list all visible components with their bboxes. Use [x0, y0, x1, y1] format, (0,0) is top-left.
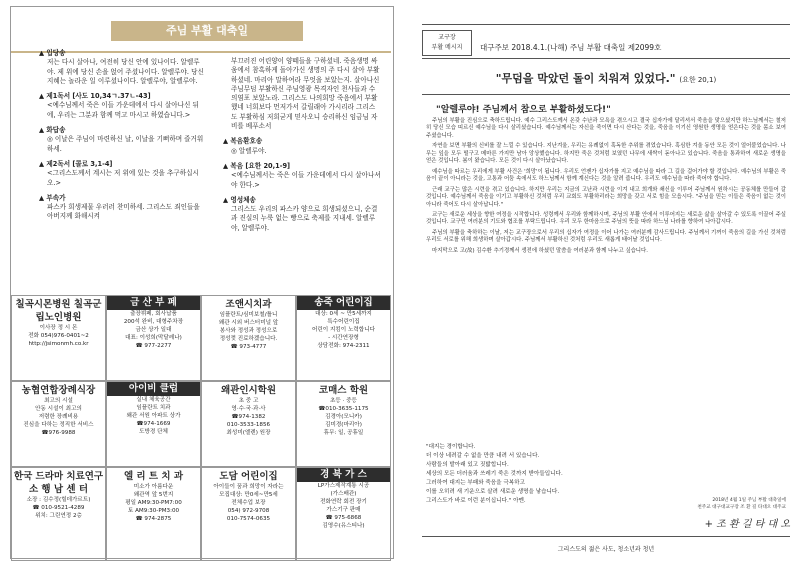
signature-line: 천주교 대구대교구장 조 환 길 타대오 대주교 [697, 504, 786, 510]
ad-line: 010-3533-1856 [226, 422, 271, 428]
ad-line: 소장 : 김수정(힐데가르트) [26, 497, 91, 503]
ad-line: 전화연락 회전 장기 [320, 499, 367, 505]
ad-line: ☎974-1382 [231, 414, 266, 420]
box-line-1: 교구장 [438, 34, 456, 41]
advertisement [296, 381, 391, 467]
ad-title: 송죽 어린이집 [297, 296, 390, 310]
liturgy-section [39, 194, 205, 222]
ad-line: 저렴한 장례비용 [38, 414, 79, 420]
liturgy-section [39, 126, 205, 154]
section-heading: ▲ 복음 [요한 20,1-9] [223, 161, 291, 170]
quote-line: 그러하여 대지는 부패와 죽음을 극복하고 [426, 480, 525, 486]
liturgy-section [223, 137, 381, 156]
body-paragraph: 주님의 부활을 축하하는 이날, 저는 교구장으로서 우리의 십자가 여정을 이어 나가는 여러분께 감사드립니다. 주님께서 기꺼이 죽음의 길을 가신 것처럼 우리도 서로를 위해 희생하며 살아갑시다. 주님께서 부활하신 것처럼 우리도 새롭게 태어날 것입니다. [426, 229, 786, 244]
ad-line: 미소가 아름다운 [133, 484, 174, 490]
section-text: <예수님께서는 죽은 이들 가운데에서 다시 살아나셔야 한다.> [231, 171, 381, 189]
ad-line: 대상: 0세 ~ 만5세까지 [315, 311, 372, 317]
body-paragraph: 주님의 부활을 진심으로 축하드립니다. 예수 그리스도께서 온갖 수난과 모욕을 겪으시고 결국 십자가에 달리셔서 죽음을 맞으셨지만 하느님께서는 철저히 당신 모습 띠르신 예수님을 다시 살리셨습니다. 예수님께서는 자신을 죽이면 다시 산다는 것을, 죽음을 이기신 영원한 생명을 얻은다는 것을 몸소 보여 주셨습니다. [426, 118, 786, 139]
quote-line: "대지는 경이합니다. [426, 444, 476, 450]
body-paragraph: 예수님을 따르는 우리에게 부활 사건은 '희망'이 됩니다. 우리도 언젠가 십자가를 지고 예수님을 따라 그 길을 걸어가야 할 것입니다. 예수님의 부활은 죽음이 끝이 아니라는 것을, 고통과 어둠 속에서도 하느님께서 함께 계신다는 것을 알려 줍니다. 우리도 예수님을 따라 죽어야 합니다. [426, 168, 786, 183]
message-label-box [422, 30, 472, 56]
quote-line: 그리스도가 바로 이런 분이십니다." 아멘. [426, 498, 526, 504]
advertisement [106, 467, 201, 561]
advertisement [201, 467, 296, 561]
signature-caption [674, 498, 786, 511]
section-heading: ▲ 영성체송 [223, 195, 256, 204]
ad-title: 코매스 학원 [318, 385, 369, 396]
ad-title: 엘 리 트 치 과 [123, 471, 184, 482]
advertisement [11, 381, 106, 467]
ad-line: 김미경(마리아) [325, 422, 362, 428]
advertisement-grid [11, 295, 391, 561]
message-body [426, 118, 786, 258]
ad-line: 임플란트 치과 [136, 405, 171, 411]
section-heading: ▲ 제2독서 [콜로 3,1-4] [39, 159, 113, 168]
ad-line: 안동 시설이 최고의 [35, 406, 82, 412]
footer-rule [422, 536, 790, 537]
liturgy-column-2 [223, 57, 381, 239]
ad-title: 경 북 가 스 [297, 468, 390, 482]
title-rule [422, 94, 790, 95]
message-title [422, 70, 790, 86]
ad-line: 봉사와 정성과 정성으로 [219, 328, 278, 334]
ad-line: 임플란트/심미보철/틀니 [219, 312, 278, 318]
ad-line: 왜관역 앞 5번지 [133, 492, 174, 498]
quote-line: 세상의 모든 더러움과 쓰레기 죽은 것까지 받아들입니다. [426, 471, 563, 477]
section-text: <그리스도께서 계시는 저 위에 있는 것을 추구하십시오.> [47, 169, 199, 187]
advertisement [11, 295, 106, 381]
bulletin-front-page [422, 6, 790, 559]
ad-line: 상담전화: 974-2311 [317, 343, 370, 349]
section-heading: ▲ 복음환호송 [223, 137, 263, 146]
ad-line: 금산 상가 일대 [135, 327, 172, 333]
body-paragraph: 교구는 새로운 세상을 향한 여정을 시작합니다. 성령께서 우리와 함께하시며, 주님의 부활 안에서 이루어지는 새로운 삶을 살아갈 수 있도록 이끌어 주실 것입니다. 교구민 여러분의 기도와 협조를 부탁드립니다. 우리 모두 한마음으로 주님의 뜻을 따라 하느님 나라를 향하여 나아갑시다. [426, 211, 786, 226]
ad-line: 영·수·국·과·사 [231, 406, 266, 412]
section-text: ◎ 알렐루야. [231, 146, 267, 155]
ad-line: 김영수(유스티나) [322, 523, 365, 529]
title-text: "무덤을 막았던 돌이 치워져 있었다." [495, 72, 676, 85]
liturgy-column-1 [39, 49, 205, 228]
body-paragraph: 자연을 보면 부활의 신비를 잘 느낄 수 있습니다. 지난겨울, 우리는 유례없이 혹독한 추위를 겪었습니다. 혹심한 겨울 동안 모든 것이 얼어붙었습니다. 나무는 잎을 모두 떨구고 메마른 가지만 남아 앙상했습니다. 하지만 죽은 것처럼 보였던 나무에 새싹이 돋아나고 있습니다. 죽음을 통과하여 새로운 생명을 얻은 것입니다. 봄이 왔습니다. 모든 것이 다시 살아났습니다. [426, 143, 786, 165]
bishop-signature: + 조 환 길 타 대 오 [704, 519, 790, 530]
header-rule [422, 58, 790, 59]
advertisement [201, 295, 296, 381]
liturgy-section [223, 57, 381, 131]
ad-title: 조앤시치과 [225, 299, 272, 310]
section-heading: ▲ 입당송 [39, 49, 66, 57]
liturgy-section [223, 196, 381, 233]
footer-slogan: 그리스도의 젊은 사도, 청소년과 청년 [557, 546, 655, 553]
section-heading: ▲ 제1독서 [사도 10,34ㄱ.37ㄴ-43] [39, 92, 151, 101]
ad-line: 토 AM9:30-PM3:00 [127, 508, 180, 514]
quote-line: 이를 오히려 새 기운으로 살려 새로운 생명을 낳습니다. [426, 489, 560, 495]
top-rule [422, 24, 790, 25]
ad-line: http://jsimonmh.co.kr [28, 341, 89, 347]
message-subtitle: "알렐루야! 주님께서 참으로 부활하셨도다!" [436, 105, 611, 115]
section-text: 저는 다시 살아나, 여전히 당신 안에 있나이다. 알렐루야. 제 위에 당신 손을 얹어 주셨나이다. 알렐루야. 당신 지혜는 놀라운 일 이루셨나이다. 알렐루야, 알렐루야. [47, 58, 204, 85]
ad-line: 도방경 단체 [139, 429, 168, 435]
title-reference: (요한 20,1) [679, 76, 717, 84]
ad-title: 왜관인시학원 [220, 385, 277, 396]
advertisement [106, 295, 201, 381]
bulletin-back-page [10, 6, 394, 559]
advertisement [296, 295, 391, 381]
ad-line: 진심을 다하는 정직한 서비스 [23, 422, 94, 428]
liturgy-section [39, 49, 205, 86]
feast-banner: 주님 부활 대축일 [111, 21, 303, 41]
ad-line: 정성껏 진료하겠습니다. [219, 336, 278, 342]
ad-line: 054) 972-9708 [227, 508, 270, 514]
ad-line: 최고의 시설 [44, 398, 73, 404]
ad-line: ☎ 977-2277 [135, 343, 172, 349]
advertisement [11, 467, 106, 561]
ad-line: 모집대상: 만0세~만5세 [219, 492, 278, 498]
ad-line: 아이들이 꿈과 희망이 자라는 [213, 484, 284, 490]
quote-line: 사람들의 발아래 있고 짓밟힙니다. [426, 462, 509, 468]
ad-line: 200석 완비, 대형주차장 [123, 319, 184, 325]
ad-line: 가스기구 판매 [326, 507, 361, 513]
ad-line: ☎976-9988 [41, 430, 76, 436]
ad-title: 농협연합장례식장 [21, 385, 96, 396]
body-paragraph: 근래 교구는 많은 시련을 겪고 있습니다. 하지만 우리는 지금의 고난과 시련을 이겨 내고 희개와 쇄신을 이루어 주님께서 원하시는 공동체를 만들어 갈 것입니다. 예수님께서 죽음을 이기고 부활하신 것처럼 우리 교회도 부활하리라는 희망을 갖고 서로 힘을 모읍시다. "주님을 믿는 이들은 죽음이 없는 것이 아니라 죽어도 다시 살아납니다." [426, 186, 786, 208]
ad-line: 이사장 정 시 몬 [39, 325, 78, 331]
section-text: 그리스도 우리의 파스카 양으로 희생되셨으니, 순결과 진실의 누룩 없는 빵으로 축제를 지내세. 알렐루야, 알렐루야. [231, 205, 378, 232]
ad-line: 초등 · 중등 [330, 398, 357, 404]
section-text: ◎ 이날은 주님이 마련하신 날, 이날을 기뻐하며 즐거워하세. [47, 135, 204, 153]
ad-line: 특수어린이집 [327, 319, 360, 325]
ad-line: 휴무: 일, 공휴일 [323, 430, 364, 436]
section-text: 파스카 희생제물 우러러 찬미하세. 그리스도 죄인들을 아버지께 화해시켜 [47, 203, 200, 221]
ad-line: 초 중 고 [238, 398, 259, 404]
ad-title: 아이비 클럽 [107, 382, 200, 396]
advertisement [201, 381, 296, 467]
ad-line: 최성미(엘렌) 원장 [226, 430, 271, 436]
ad-line: 위치: 그린연정 2층 [35, 513, 82, 519]
ad-line: (가스배관) [330, 491, 357, 497]
ad-title: 도담 어린이집 [219, 471, 278, 482]
ad-line: 전체수업 보장 [231, 500, 266, 506]
ad-title: 금 산 부 페 [107, 296, 200, 310]
ad-line: 평일 AM9:30-PM7:00 [125, 500, 182, 506]
section-text: <예수님께서 죽은 이들 가운데에서 다시 살아나신 뒤에, 우리는 그분과 함께 먹고 마시고 하였습니다.> [47, 101, 199, 119]
ad-line: 왜관 시외 버스터미널 앞 [218, 320, 279, 326]
ad-line: ☎ 973-4777 [230, 344, 267, 350]
body-paragraph: 마지막으로 고(故) 김수환 추기경께서 생전에 하셨던 말씀을 여러분과 함께 나누고 싶습니다. [432, 247, 648, 254]
ad-line: ☎974-1669 [136, 421, 171, 427]
signature-line: 2018년 4월 1일 주님 부활 대축일에 [712, 498, 786, 503]
section-heading: ▲ 부속가 [39, 193, 66, 202]
liturgy-section [39, 92, 205, 120]
box-line-2: 부활 메시지 [431, 44, 463, 51]
ad-line: 전화 054)976-0401~2 [28, 333, 89, 339]
ad-title: 한국 드라마 치료연구소 행 남 센 터 [13, 471, 104, 495]
ad-line: ☎ 010-9521-4289 [32, 505, 85, 511]
advertisement [106, 381, 201, 467]
ad-line: 대표: 이성희(막달레나) [125, 335, 182, 341]
section-text: 부끄러진 어린양이 양떼들을 구하셨네. 죽음생명 싸움에서 참혹하게 돌아가신 생명의 주 다시 살아 부활하셨네. 마리아 말하여라 무엇을 보았는지. 살아나신 주님무덤 부활하신 주님영광 목격자인 천사들과 수의염포 보았노라. 그리스도 나의희망 죽음에서 부활했네 너희보다 먼저가서 갈릴래아 가시리라 그리스도 부활하심 저희굳게 믿사오니 승리하신 임금님 자비를 베푸소서 [231, 57, 380, 131]
ad-line: ☎ 975-6868 [325, 515, 362, 521]
ad-line: ☎ 974-2875 [135, 516, 172, 522]
liturgy-section [39, 160, 205, 188]
ad-line: 왜관 서원 아파트 상가 [126, 413, 181, 419]
section-heading: ▲ 화답송 [39, 126, 66, 135]
ad-line: 김경아(모니카) [325, 414, 362, 420]
ad-line: 어린이 지킴이 노력합니다 [312, 327, 375, 333]
closing-quote [426, 443, 630, 506]
ad-line: LP가스제작계통 시공 [317, 483, 370, 489]
ad-line: 출장뷔페, 회사납품 [130, 311, 177, 317]
ad-line: ☎010-3635-1175 [318, 406, 369, 412]
advertisement [296, 467, 391, 561]
ad-line: 010-7574-0635 [226, 516, 271, 522]
ad-title: 칠곡시몬병원 칠곡군립노인병원 [15, 299, 102, 323]
ad-line: 실내 체육공간 [136, 397, 171, 403]
quote-line: 더 이상 네려갈 수 없을 만큼 내려 서 있습니다. [426, 453, 540, 459]
liturgy-section [223, 162, 381, 190]
issue-line: 대구주보 2018.4.1.(나해) 주님 부활 대축일 제2099호 [480, 43, 662, 52]
ad-line: - 시간연장형 [328, 335, 359, 341]
